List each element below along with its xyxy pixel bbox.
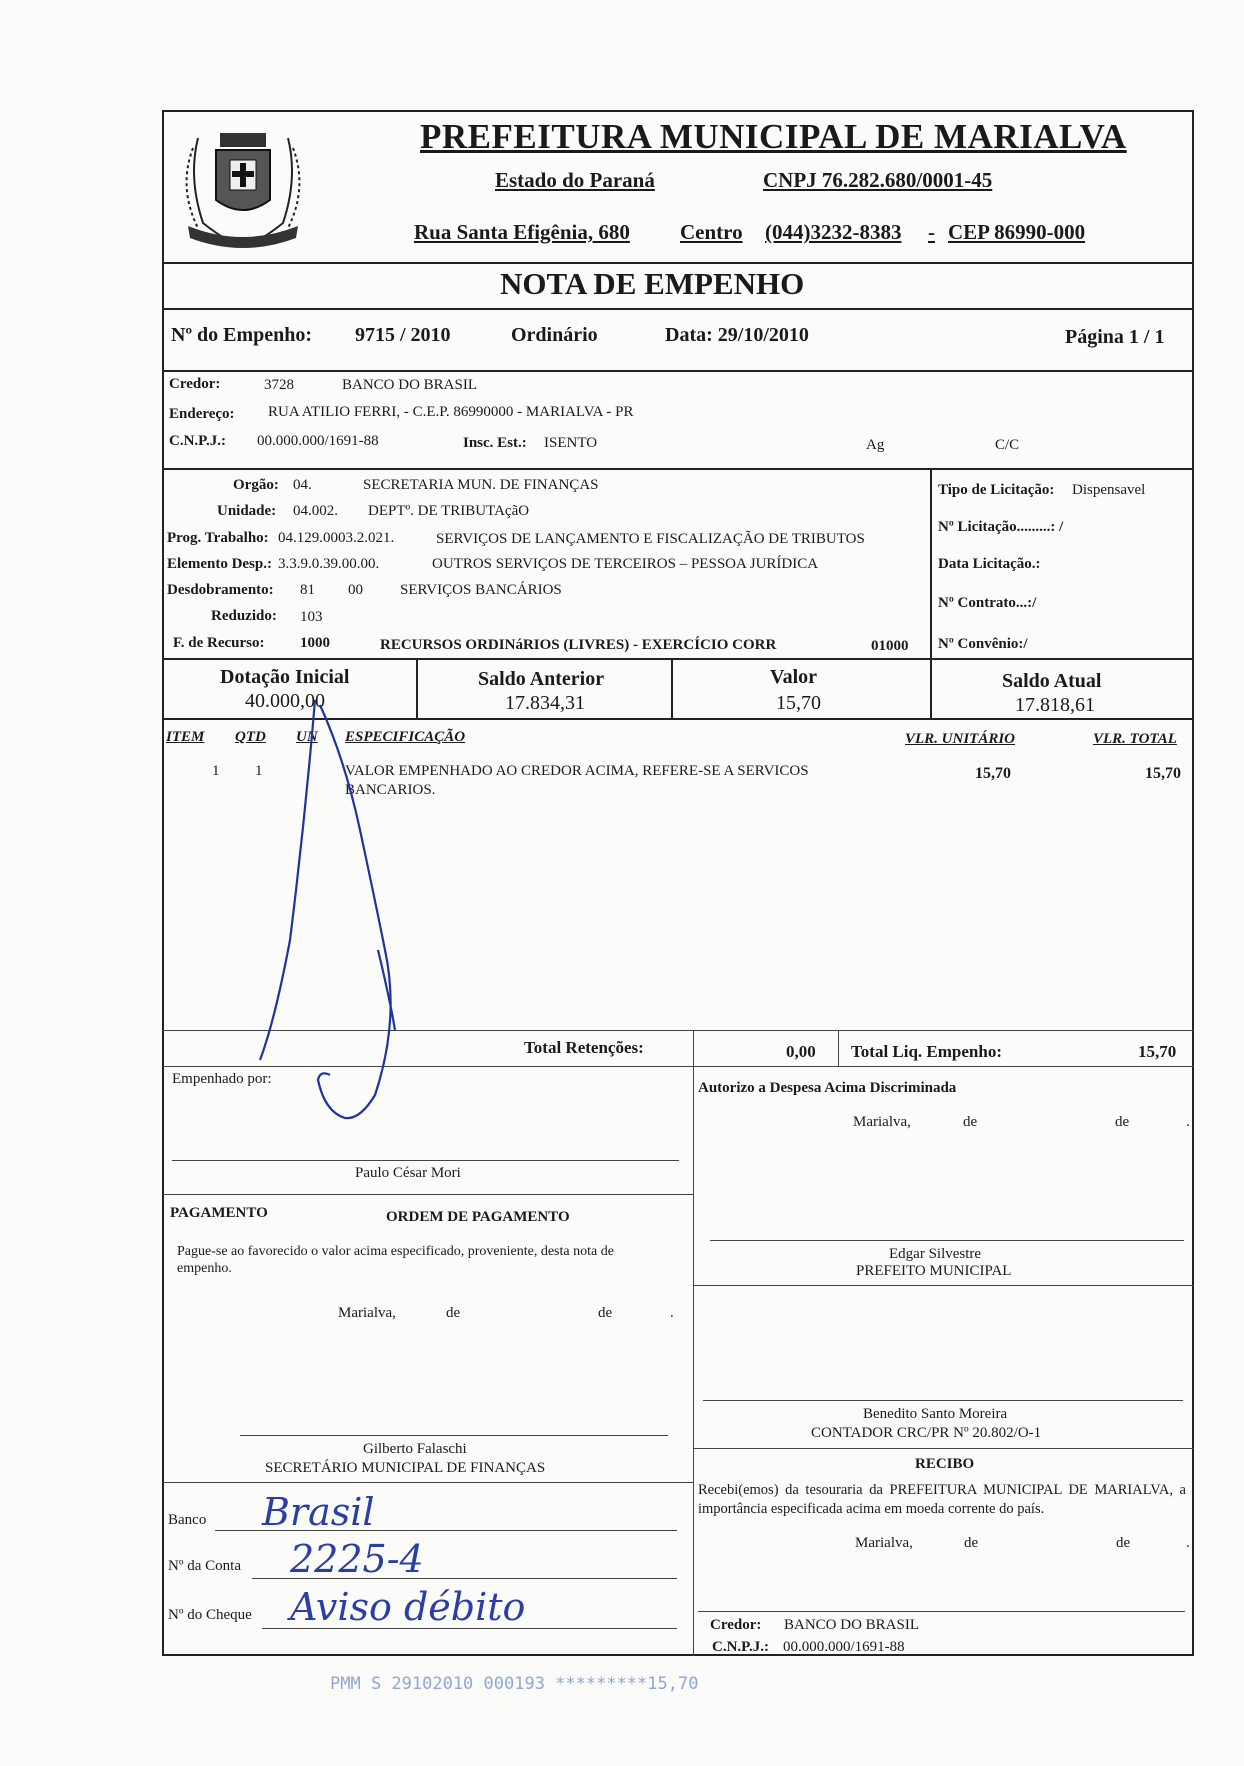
payment-order-text: Pague-se ao favorecido o valor acima especificado, proveniente, desta nota de empenho. (177, 1244, 614, 1276)
page-number: Página 1 / 1 (1065, 326, 1165, 348)
receipt-creditor-label: Credor: (710, 1617, 762, 1633)
payment-de: de (598, 1305, 613, 1321)
receipt-city: Marialva, (855, 1535, 913, 1551)
program-code: 04.129.0003.2.021. (278, 530, 395, 546)
row-item: 1 (212, 763, 220, 779)
coat-of-arms-icon (168, 108, 318, 258)
payment-dot: . (670, 1305, 674, 1321)
agreement-number: Nº Convênio:/ (938, 636, 1028, 652)
bank-label: Banco (168, 1512, 207, 1528)
bank-handwritten: Brasil (262, 1490, 375, 1534)
resource-label: F. de Recurso: (173, 635, 265, 651)
divider (930, 658, 932, 718)
secretary-role: SECRETÁRIO MUNICIPAL DE FINANÇAS (265, 1460, 546, 1476)
committed-by-label: Empenhado por: (172, 1071, 272, 1087)
divider (162, 658, 1194, 660)
signature-line (703, 1400, 1183, 1401)
payment-de: de (446, 1305, 461, 1321)
creditor-code: 3728 (264, 377, 294, 393)
divider (693, 1030, 694, 1066)
signature-line (172, 1160, 679, 1161)
divider (162, 370, 1194, 372)
divider (693, 1066, 694, 1656)
address-label: Endereço: (169, 406, 235, 422)
expense-element-name: OUTROS SERVIÇOS DE TERCEIROS – PESSOA JURÍDICA (432, 556, 819, 572)
authorization-de: de (1115, 1114, 1130, 1130)
value-amount: 15,70 (776, 692, 821, 714)
expense-element-label: Elemento Desp.: (167, 556, 272, 572)
organ-code: 04. (293, 477, 312, 493)
accountant-role: CONTADOR CRC/PR Nº 20.802/O-1 (811, 1425, 1042, 1441)
divider (162, 1194, 693, 1195)
program-label: Prog. Trabalho: (167, 530, 269, 546)
breakdown-name: SERVIÇOS BANCÁRIOS (400, 582, 562, 598)
resource-code-2: 01000 (871, 638, 909, 654)
document-title: NOTA DE EMPENHO (500, 266, 805, 301)
divider (162, 468, 1194, 470)
bid-type-label: Tipo de Licitação: (938, 482, 1055, 498)
accountant-name: Benedito Santo Moreira (863, 1406, 1008, 1422)
column-unit-price: VLR. UNITÁRIO (905, 731, 1016, 747)
row-unit-price: 15,70 (975, 765, 1011, 782)
receipt-title: RECIBO (915, 1456, 975, 1472)
previous-balance: 17.834,31 (505, 692, 585, 714)
receipt-dot: . (1186, 1535, 1190, 1551)
retentions-label: Total Retenções: (524, 1038, 644, 1057)
authorization-city: Marialva, (853, 1114, 911, 1130)
phone-number: (044)3232-8383 (765, 220, 902, 244)
account-label: C/C (995, 437, 1020, 453)
unit-name: DEPTº. DE TRIBUTAçãO (368, 503, 530, 519)
row-specification: VALOR EMPENHADO AO CREDOR ACIMA, REFERE-SE A SERVICOS (345, 763, 809, 779)
receipt-cnpj: 00.000.000/1691-88 (783, 1639, 905, 1655)
address-district: Centro (680, 220, 743, 244)
municipality-title: PREFEITURA MUNICIPAL DE MARIALVA (420, 117, 1127, 156)
creditor-address: RUA ATILIO FERRI, - C.E.P. 86990000 - MARIALVA - PR (268, 404, 634, 420)
creditor-cnpj: 00.000.000/1691-88 (257, 433, 379, 449)
signature-line (240, 1435, 668, 1436)
municipality-cnpj: CNPJ 76.282.680/0001-45 (763, 168, 993, 192)
row-quantity: 1 (255, 763, 263, 779)
account-number-label: Nº da Conta (168, 1558, 241, 1574)
authorization-de: de (963, 1114, 978, 1130)
divider (162, 262, 1194, 264)
check-handwritten: Aviso débito (290, 1585, 526, 1629)
contract-number: Nº Contrato...:/ (938, 595, 1037, 611)
mayor-name: Edgar Silvestre (889, 1246, 982, 1262)
state-registration: ISENTO (544, 435, 598, 451)
retentions-total: 0,00 (786, 1042, 816, 1061)
divider (671, 658, 673, 718)
bid-number: Nº Licitação.........: / (938, 519, 1064, 535)
column-specification: ESPECIFICAÇÃO (345, 729, 466, 745)
divider (162, 1482, 693, 1483)
divider (838, 1030, 839, 1066)
breakdown-label: Desdobramento: (167, 582, 274, 598)
current-balance: 17.818,61 (1015, 694, 1095, 716)
empenho-number-label: Nº do Empenho: (171, 324, 313, 346)
net-total-label: Total Liq. Empenho: (851, 1042, 1002, 1061)
divider (930, 468, 932, 658)
expense-element-code: 3.3.9.0.39.00.00. (278, 556, 380, 572)
payment-order-label: ORDEM DE PAGAMENTO (386, 1209, 570, 1225)
resource-code: 1000 (300, 635, 330, 651)
unit-label: Unidade: (217, 503, 277, 519)
organ-label: Orgão: (233, 477, 279, 493)
authorization-dot: . (1186, 1114, 1190, 1130)
receipt-de: de (964, 1535, 979, 1551)
divider (693, 1448, 1194, 1449)
row-specification-cont: BANCARIOS. (345, 782, 436, 798)
empenho-date: Data: 29/10/2010 (665, 324, 809, 346)
empenho-number: 9715 / 2010 (355, 324, 451, 346)
signature-scribble (250, 700, 450, 1160)
divider (162, 308, 1194, 310)
state-name: Estado do Paraná (495, 168, 655, 192)
initial-allocation: 40.000,00 (245, 690, 325, 712)
empenho-type: Ordinário (511, 324, 598, 346)
bid-date: Data Licitação.: (938, 556, 1041, 572)
column-unit: UN (296, 729, 318, 745)
initial-allocation-label: Dotação Inicial (220, 666, 350, 688)
previous-balance-label: Saldo Anterior (478, 668, 605, 690)
creditor-label: Credor: (169, 376, 221, 392)
receipt-creditor: BANCO DO BRASIL (784, 1617, 920, 1633)
column-total-price: VLR. TOTAL (1093, 731, 1177, 747)
postal-code: CEP 86990-000 (948, 220, 1086, 244)
receipt-text: Recebi(emos) da tesouraria da PREFEITURA MUNICIPAL DE MARIALVA, a importância especificada acima em moeda corrente do país. (698, 1482, 1186, 1517)
net-total: 15,70 (1138, 1042, 1177, 1061)
committed-by-name: Paulo César Mori (355, 1165, 461, 1181)
header-dash: - (928, 220, 935, 244)
signature-line (698, 1611, 1185, 1612)
organ-name: SECRETARIA MUN. DE FINANÇAS (363, 477, 599, 493)
reduced-label: Reduzido: (211, 608, 277, 624)
program-name: SERVIÇOS DE LANÇAMENTO E FISCALIZAÇÃO DE TRIBUTOS (436, 531, 865, 547)
column-item: ITEM (166, 729, 205, 745)
account-handwritten: 2225-4 (290, 1537, 424, 1581)
secretary-name: Gilberto Falaschi (363, 1441, 467, 1457)
value-label: Valor (770, 666, 818, 688)
breakdown-code: 81 (300, 582, 315, 598)
divider (693, 1285, 1194, 1286)
breakdown-subcode: 00 (348, 582, 363, 598)
current-balance-label: Saldo Atual (1002, 670, 1102, 692)
address-street: Rua Santa Efigênia, 680 (414, 220, 630, 244)
payment-label: PAGAMENTO (170, 1205, 268, 1221)
payment-city: Marialva, (338, 1305, 396, 1321)
receipt-cnpj-label: C.N.P.J.: (712, 1639, 769, 1655)
unit-code: 04.002. (293, 503, 338, 519)
cnpj-label: C.N.P.J.: (169, 433, 226, 449)
receipt-de: de (1116, 1535, 1131, 1551)
column-quantity: QTD (235, 729, 266, 745)
authorization-label: Autorizo a Despesa Acima Discriminada (698, 1080, 957, 1096)
machine-stamp: PMM S 29102010 000193 *********15,70 (330, 1674, 699, 1694)
signature-line (710, 1240, 1184, 1241)
resource-name: RECURSOS ORDINáRIOS (LIVRES) - EXERCÍCIO CORR (380, 637, 777, 653)
state-registration-label: Insc. Est.: (463, 435, 527, 451)
mayor-role: PREFEITO MUNICIPAL (856, 1263, 1012, 1279)
check-number-label: Nº do Cheque (168, 1607, 252, 1623)
reduced-code: 103 (300, 609, 323, 625)
bid-type: Dispensavel (1072, 482, 1146, 498)
creditor-name: BANCO DO BRASIL (342, 377, 478, 393)
agency-label: Ag (866, 437, 885, 453)
row-total-price: 15,70 (1145, 765, 1181, 782)
